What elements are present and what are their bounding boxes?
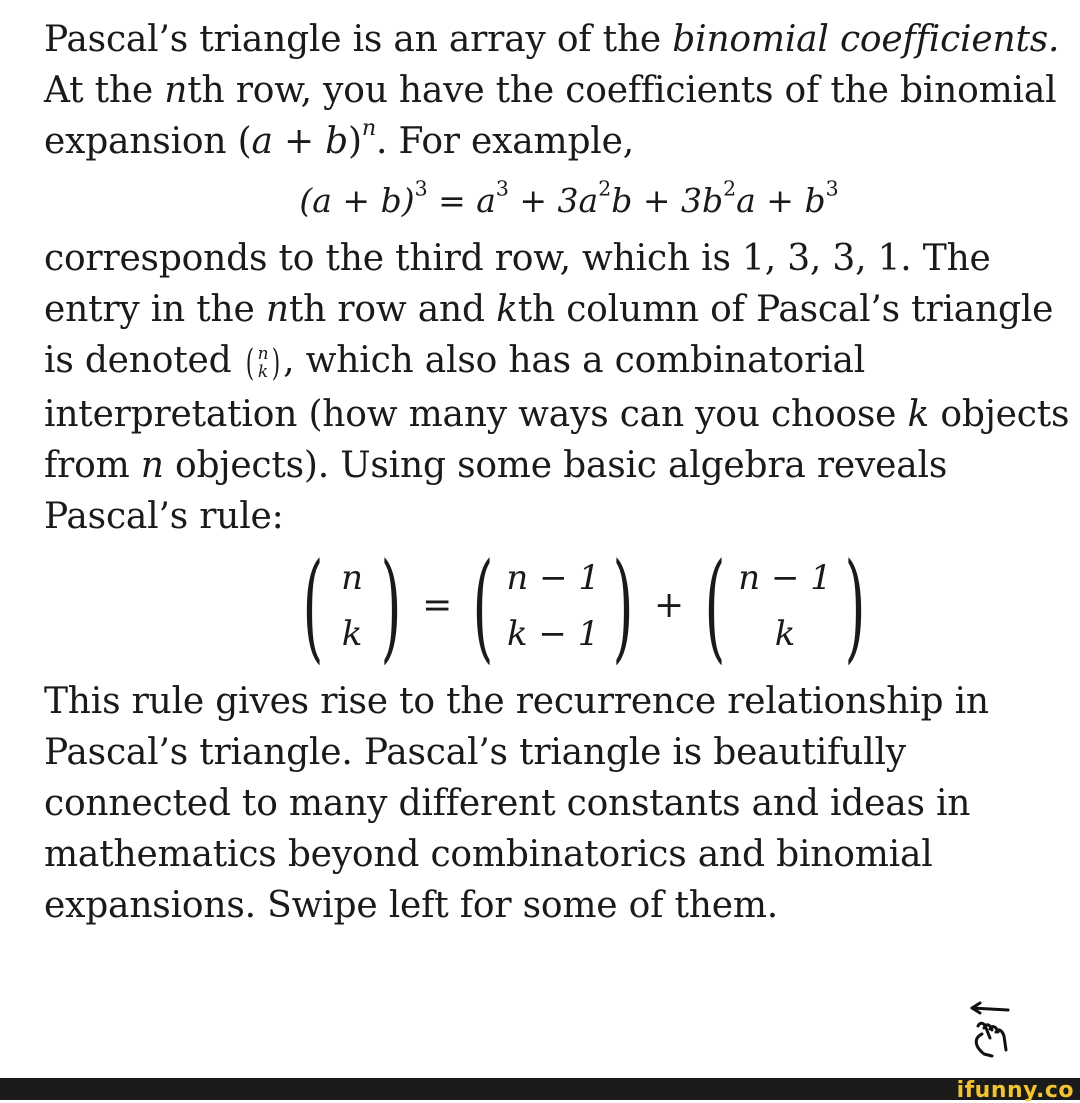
binomial-top: n − 1 <box>738 557 832 598</box>
plus-sign: + <box>654 585 685 626</box>
equals-sign: = <box>422 585 453 626</box>
math: (a + b) <box>299 181 415 220</box>
math: a + b <box>736 181 826 220</box>
right-paren: ) <box>844 536 866 675</box>
footer-bar <box>0 1078 1080 1103</box>
math-var: n <box>140 444 164 486</box>
text-line <box>44 65 1057 116</box>
text: Pascal’s triangle is an array of the <box>44 19 673 60</box>
right-paren: ) <box>272 342 281 384</box>
left-paren: ( <box>302 536 324 675</box>
text-line: expansions. Swipe left for some of them. <box>44 884 779 926</box>
binomial-bottom: k − 1 <box>507 613 600 654</box>
text-line: This rule gives rise to the recurrence relationship in <box>44 680 989 722</box>
text: th row, you have the coefficients of the binomial <box>187 70 1057 111</box>
math-sup: 2 <box>598 176 612 201</box>
left-paren: ( <box>245 342 254 384</box>
right-paren: ) <box>380 536 402 675</box>
binomial-bottom: k <box>257 362 268 382</box>
math-sup: 2 <box>723 176 737 201</box>
text: th column of Pascal’s triangle <box>517 289 1054 330</box>
text-line <box>44 14 1060 65</box>
binomial-stack <box>336 550 368 662</box>
binomial-stack <box>258 345 269 381</box>
binomial-n1-k <box>692 536 878 675</box>
text-line <box>44 389 1070 440</box>
text-line <box>44 335 1054 389</box>
ifunny-watermark: ifunny.co <box>956 1078 1074 1103</box>
text: th row and <box>288 289 497 330</box>
text-line: Pascal’s triangle. Pascal’s triangle is beautifully <box>44 731 906 773</box>
binomial-bottom: k <box>774 613 796 654</box>
text: At the <box>44 70 165 111</box>
math-var: k <box>496 289 518 330</box>
inline-binomial <box>243 338 283 389</box>
math: = a <box>427 181 496 220</box>
text: objects). Using some basic algebra reveals <box>163 444 948 486</box>
text-line: corresponds to the third row, which is 1, 3, 3, 1. The <box>44 238 991 279</box>
emphasis-text: binomial coefficients. <box>672 19 1060 60</box>
binomial-top: n <box>341 557 364 598</box>
text: from <box>44 444 141 486</box>
right-paren: ) <box>612 536 634 675</box>
text-line: Pascal’s rule: <box>44 495 284 537</box>
pascals-rule-equation <box>44 536 1054 676</box>
document-body <box>44 14 1070 931</box>
left-paren: ( <box>472 536 494 675</box>
math-sup: 3 <box>825 176 839 201</box>
math: b + 3b <box>611 181 724 220</box>
text: ) <box>348 121 362 162</box>
binomial-stack <box>506 550 600 662</box>
math-var: n <box>164 70 188 111</box>
text: . For example, <box>376 121 634 162</box>
binomial-n-k <box>290 536 414 675</box>
math-sup: 3 <box>414 176 428 201</box>
text: objects <box>929 393 1070 435</box>
text-line <box>44 440 1054 491</box>
text: entry in the <box>44 289 266 330</box>
text-line: connected to many different constants and ideas in <box>44 782 971 824</box>
text: , which also has a combinatorial <box>283 340 866 381</box>
math-var: k <box>907 393 930 435</box>
binomial-expansion-equation <box>44 171 1054 231</box>
math-expr: a + b <box>251 121 348 162</box>
text-line: mathematics beyond combinatorics and binomial <box>44 833 933 875</box>
text-line <box>44 284 1054 335</box>
text-line <box>44 116 1054 167</box>
binomial-bottom: k <box>341 613 363 654</box>
text: interpretation (how many ways can you choose <box>44 393 908 435</box>
text: expansion ( <box>44 121 252 162</box>
math: + 3a <box>508 181 599 220</box>
binomial-n1-k1 <box>460 536 646 675</box>
binomial-stack <box>738 550 832 662</box>
math-sup: n <box>361 115 377 142</box>
math-var: n <box>265 289 289 330</box>
text: is denoted <box>44 340 243 381</box>
swipe-left-hand-icon <box>968 998 1014 1058</box>
left-paren: ( <box>704 536 726 675</box>
binomial-top: n − 1 <box>506 557 600 598</box>
math-sup: 3 <box>495 176 509 201</box>
binomial-top: n <box>257 344 269 364</box>
